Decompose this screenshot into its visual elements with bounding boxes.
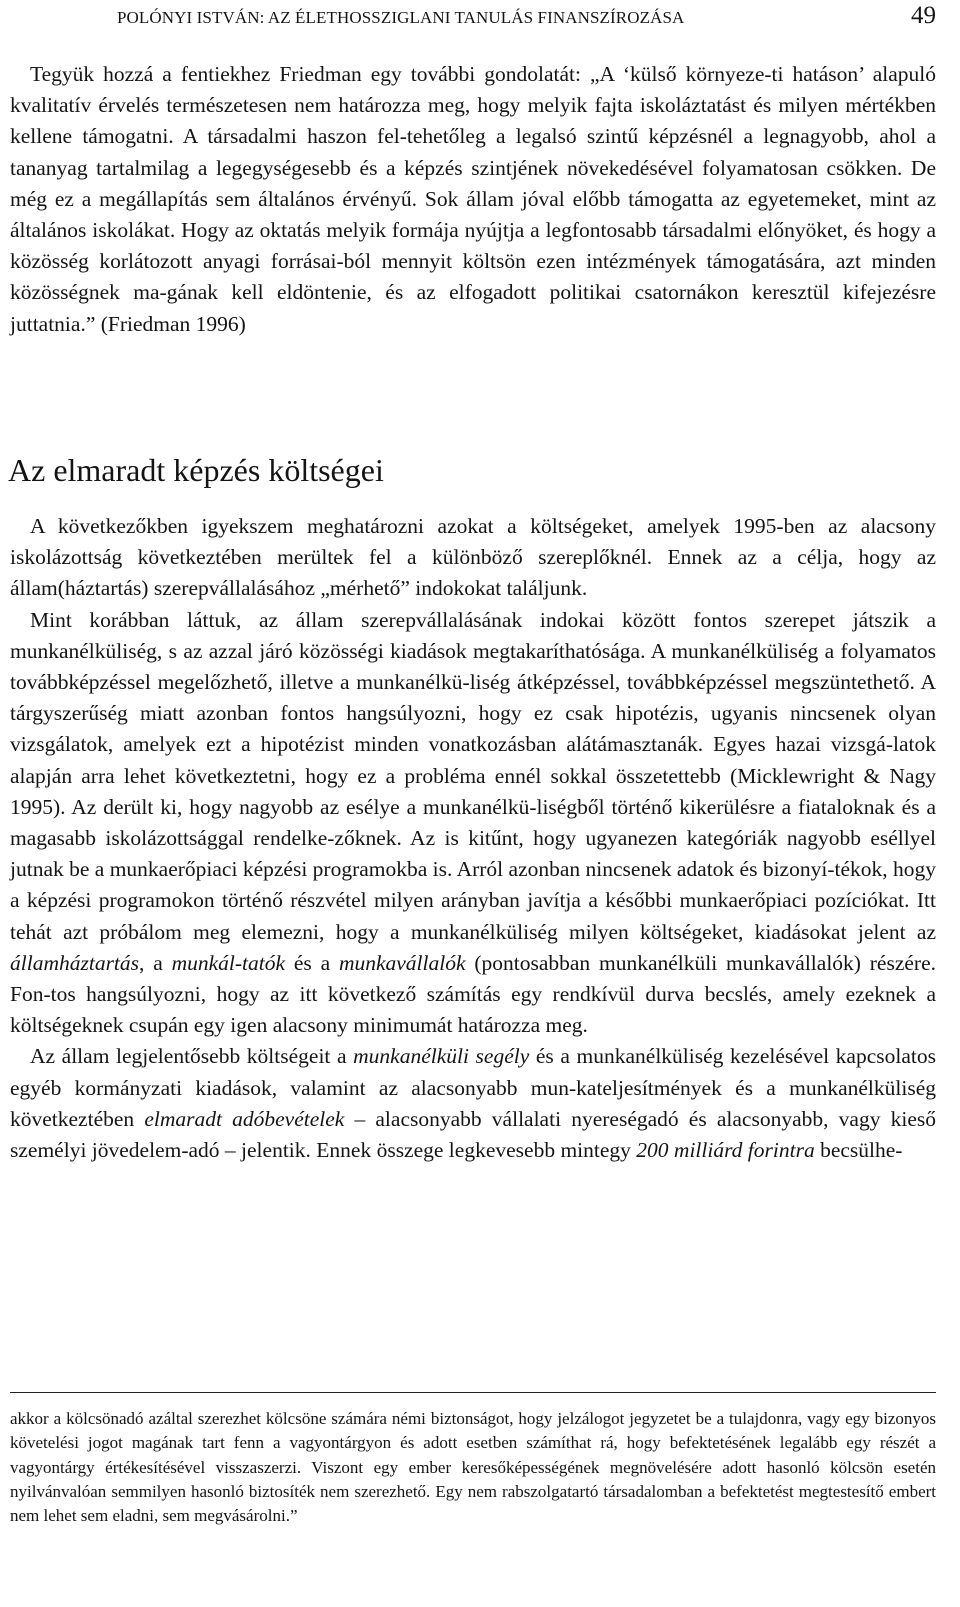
emphasis-munkavallalok: munkavállalók [338, 950, 466, 975]
running-title: POLÓNYI ISTVÁN: AZ ÉLETHOSSZIGLANI TANULÁS FINANSZÍROZÁSA [117, 8, 685, 27]
emphasis-allamhaztartas: államháztartás [10, 950, 140, 975]
paragraph-3-text-b: és a munkanélküliség kezelésével kapcsolatos egyéb kormányzati kiadások, valamint az alacsonyabb mun-kateljesítmények és a munkanélküliség következtében [10, 1044, 936, 1131]
intro-block [10, 59, 936, 340]
emphasis-munkanelkuli-segely: munkanélküli segély [353, 1044, 530, 1069]
footnote-separator [10, 1392, 936, 1393]
section-heading: Az elmaradt képzés költségei [8, 452, 384, 488]
paragraph-2-text-d: (pontosabban munkanélküli munkavállalók) részére. Fon-tos hangsúlyozni, hogy az itt következő számítás egy rendkívül durva becslés, amely ezeknek a költségeknek csupán egy igen alacsony minimumát határozza meg. [10, 950, 937, 1038]
paragraph-3-text-d: becsülhe- [814, 1138, 903, 1163]
paragraph-2-text-a: Mint korábban láttuk, az állam szerepvállalásának indokai között fontos szerepet játszik a munkanélküliség, s az azzal járó közösségi kiadások megtakaríthatósága. A munkanélküliség a folyamatos továbbképzéssel megelőzhető, illetve a munkanélkü-liség átképzéssel, továbbképzéssel megszüntethető. A tárgyszerűség miatt azonban fontos hangsúlyozni, hogy ez csak hipotézis, ugyanis nincsenek olyan vizsgálatok, amelyek ezt a hipotézist minden vonatkozásban alátámasztanák. Egyes hazai vizsgá-latok alapján arra lehet következtetni, hogy ez a probléma ennél sokkal összetettebb (Micklewright & Nagy 1995). Az derült ki, hogy nagyobb az esélye a munkanélkü-liségből történő kikerülésre a fiataloknak és a magasabb iskolázottsággal rendelke-zőknek. Az is kitűnt, hogy ugyanezen kategóriák nagyobb eséllyel jutnak be a munkaerőpiaci képzési programokba is. Arról azonban nincsenek adatok és bizonyí-tékok, hogy a képzési programokon történő részvétel milyen arányban javítja a későbbi munkaerőpiaci pozíciókat. Itt tehát azt próbálom meg elemezni, hogy a munkanélküliség milyen költségeket, kiadásokat jelent az [10, 607, 937, 944]
paragraph-3-text-c: – alacsonyabb vállalati nyereségadó és alacsonyabb, vagy kieső személyi jövedelem-adó – jelentik. Ennek összege legkevesebb mintegy [10, 1106, 936, 1163]
paragraph-3 [10, 1041, 936, 1166]
emphasis-munkaltatok: munkál-tatók [171, 950, 286, 975]
intro-paragraph: Tegyük hozzá a fentiekhez Friedman egy további gondolatát: „A ‘külső környeze-ti hatáson’ alapuló kvalitatív érvelés természetesen nem határozza meg, hogy melyik fajta iskoláztatást és milyen mértékben kellene támogatni. A társadalmi haszon fel-tehetőleg a legalsó szintű képzésnél a legnagyobb, ahol a tananyag tartalmilag a legegységesebb és a képzés szintjének növekedésével folyamatosan csökken. De még ez a megállapítás sem általános érvényű. Sok állam jóval előbb támogatta az egyetemeket, mint az általános iskolákat. Hogy az oktatás melyik formája nyújtja a legfontosabb társadalmi előnyöket, és hogy a közösség korlátozott anyagi forrásai-ból mennyit költsön ezen intézmények támogatására, azt minden közösségnek ma-gának kell eldöntenie, és az elfogadott politikai csatornákon keresztül kifejezésre juttatnia.” (Friedman 1996) [10, 62, 936, 336]
page-number: 49 [911, 2, 936, 29]
paragraph-2-text-b: , a [139, 950, 172, 975]
footnote-text: akkor a kölcsönadó azáltal szerezhet kölcsöne számára némi biztonságot, hogy jelzálogot jegyzetet be a tulajdonra, vagy egy bizonyos követelési jogot magának tart fenn a vagyontárgyon és adott esetben számíthat rá, hogy befektetésének legalább egy részét a vagyontárgy értékesítésével visszaszerzi. Viszont egy ember keresőképességének megnövelésére adott hasonló kölcsön esetén nyilvánvalóan semmilyen hasonló biztosíték nem szerezhető. Egy nem rabszolgatartó társadalomban a befektetést megtestesítő embert nem lehet sem eladni, sem megvásárolni.” [10, 1409, 936, 1526]
paragraph-3-text-a: Az állam legjelentősebb költségeit a [30, 1044, 354, 1069]
emphasis-200-milliard: 200 milliárd forintra [636, 1138, 815, 1163]
paragraph-1: A következőkben igyekszem meghatározni azokat a költségeket, amelyek 1995-ben az alacsony iskolázottság következtében merültek fel a különböző szereplőknél. Ennek az a célja, hogy az állam(háztartás) szerepvállalásához „mérhető” indokokat találjunk. [10, 514, 936, 601]
emphasis-elmaradt-adobevetelek: elmaradt adóbevételek [144, 1106, 345, 1131]
section-body [10, 511, 936, 1166]
footnote [10, 1407, 936, 1528]
paragraph-2-text-c: és a [285, 950, 339, 975]
paragraph-2 [10, 605, 936, 1042]
running-header [10, 4, 936, 34]
